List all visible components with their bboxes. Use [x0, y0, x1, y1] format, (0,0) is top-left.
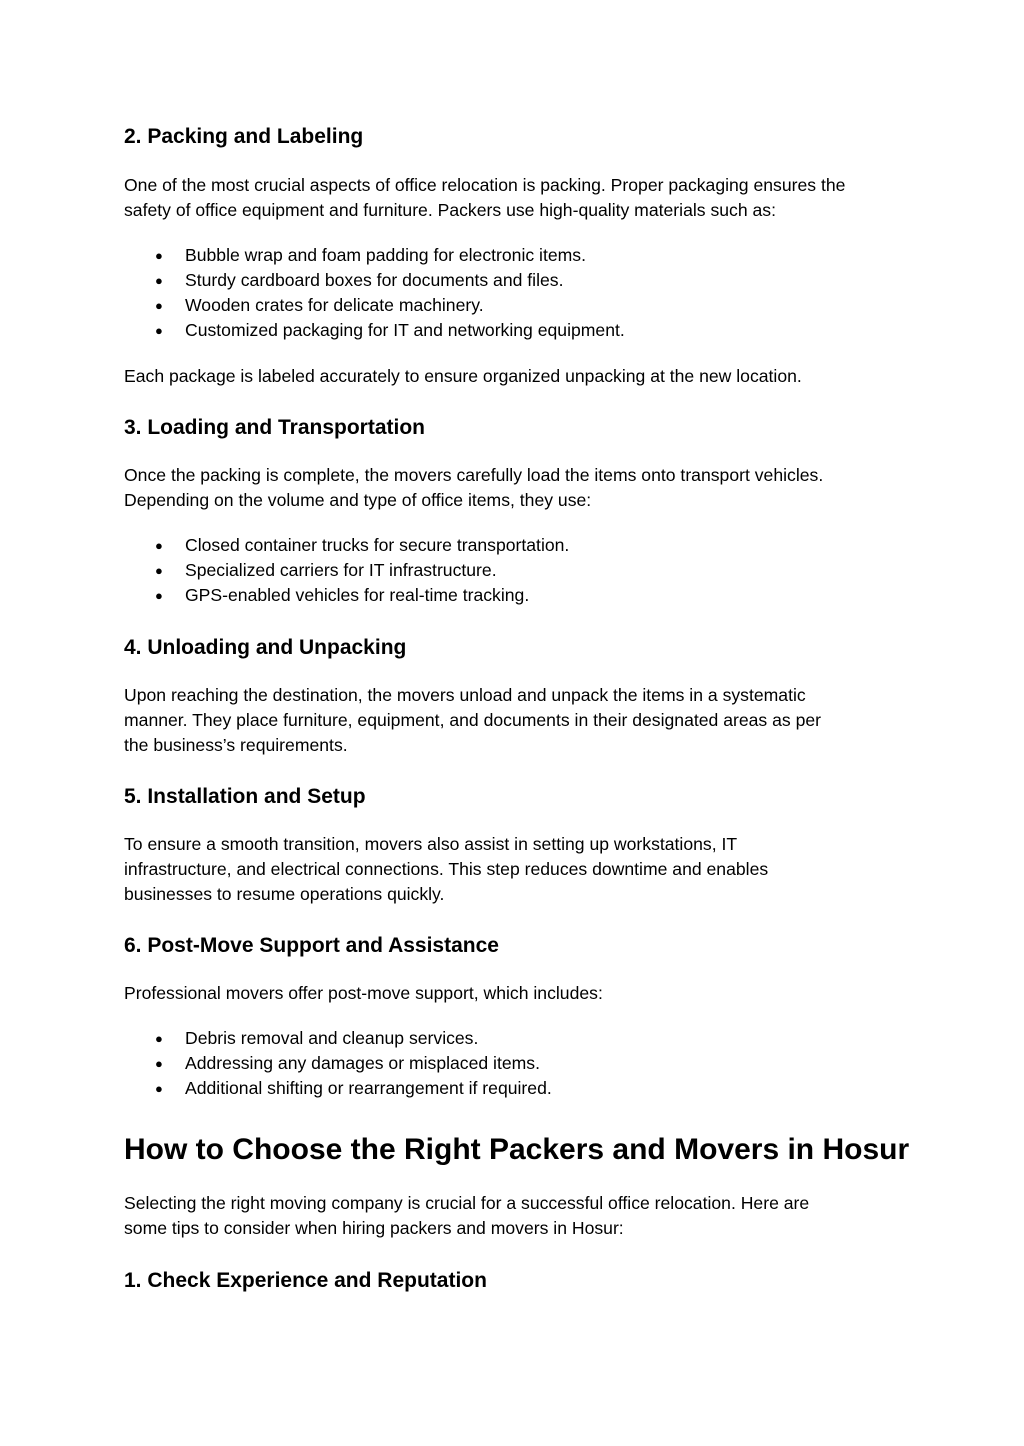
paragraph-line: Professional movers offer post-move support, which includes: [124, 983, 603, 1003]
bullet-icon: ● [155, 1056, 163, 1071]
bullet-icon: ● [155, 1031, 163, 1046]
section-heading-packing: 2. Packing and Labeling [124, 125, 364, 148]
paragraph-line: Once the packing is complete, the movers carefully load the items onto transport vehicles. [124, 465, 824, 485]
paragraph-line: businesses to resume operations quickly. [124, 884, 445, 904]
paragraph-line: the business’s requirements. [124, 735, 348, 755]
paragraph-line: Depending on the volume and type of office items, they use: [124, 490, 592, 510]
paragraph-line: To ensure a smooth transition, movers also assist in setting up workstations, IT [124, 834, 738, 854]
list-item-text: Bubble wrap and foam padding for electronic items. [185, 245, 586, 265]
bullet-icon: ● [155, 248, 163, 263]
list-item-text: Customized packaging for IT and networking equipment. [185, 320, 625, 340]
list-item-text: Addressing any damages or misplaced items. [185, 1053, 540, 1073]
bullet-icon: ● [155, 298, 163, 313]
bullet-icon: ● [155, 323, 163, 338]
paragraph-line: manner. They place furniture, equipment, and documents in their designated areas as per [124, 710, 822, 730]
bullet-icon: ● [155, 273, 163, 288]
paragraph-line: Each package is labeled accurately to ensure organized unpacking at the new location. [124, 366, 802, 386]
bullet-icon: ● [155, 588, 163, 603]
list-item-text: Debris removal and cleanup services. [185, 1028, 479, 1048]
bullet-icon: ● [155, 538, 163, 553]
list-item-text: Additional shifting or rearrangement if required. [185, 1078, 552, 1098]
paragraph-line: One of the most crucial aspects of office relocation is packing. Proper packaging ensures the [124, 175, 846, 195]
list-item-text: Wooden crates for delicate machinery. [185, 295, 484, 315]
list-item-text: Sturdy cardboard boxes for documents and files. [185, 270, 564, 290]
section-heading-postmove: 6. Post-Move Support and Assistance [124, 934, 499, 957]
paragraph-line: infrastructure, and electrical connections. This step reduces downtime and enables [124, 859, 769, 879]
section-title-choose: How to Choose the Right Packers and Movers in Hosur [124, 1133, 910, 1166]
section-heading-unloading: 4. Unloading and Unpacking [124, 636, 407, 659]
paragraph-line: some tips to consider when hiring packers and movers in Hosur: [124, 1218, 624, 1238]
paragraph-line: safety of office equipment and furniture. Packers use high-quality materials such as: [124, 200, 776, 220]
paragraph-line: Selecting the right moving company is crucial for a successful office relocation. Here are [124, 1193, 810, 1213]
paragraph-line: Upon reaching the destination, the movers unload and unpack the items in a systematic [124, 685, 806, 705]
list-item-text: Specialized carriers for IT infrastructure. [185, 560, 497, 580]
section-heading-experience: 1. Check Experience and Reputation [124, 1269, 487, 1292]
list-item-text: Closed container trucks for secure transportation. [185, 535, 570, 555]
bullet-icon: ● [155, 1081, 163, 1096]
section-heading-loading: 3. Loading and Transportation [124, 416, 426, 439]
section-heading-installation: 5. Installation and Setup [124, 785, 366, 808]
list-item-text: GPS-enabled vehicles for real-time tracking. [185, 585, 530, 605]
bullet-icon: ● [155, 563, 163, 578]
